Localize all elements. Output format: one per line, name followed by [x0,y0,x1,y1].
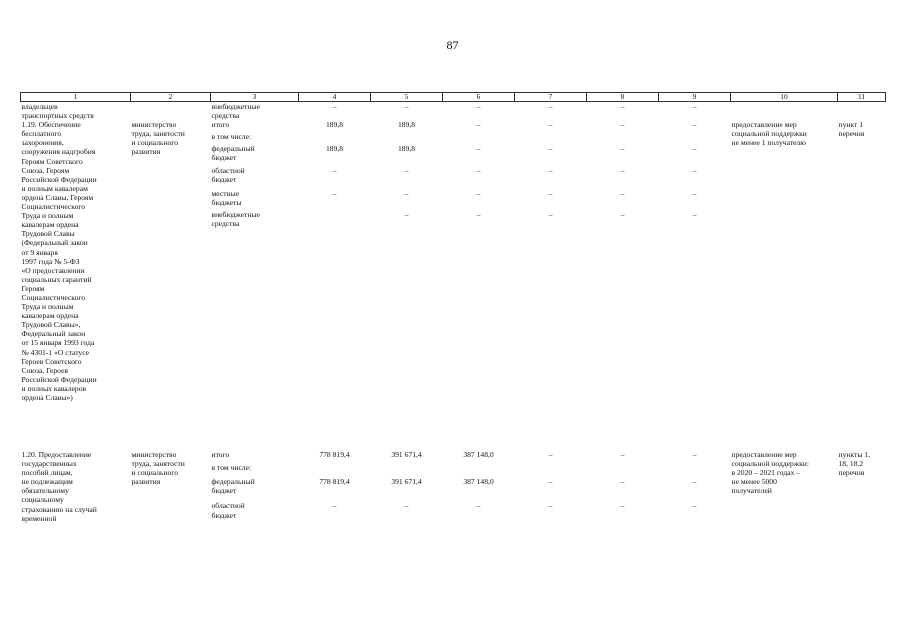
col-header-4: 4 [299,93,371,102]
col-header-7: 7 [515,93,587,102]
table-row: федеральный бюджет 189,8 189,8 – – – – [21,141,886,162]
program-table [20,92,886,523]
item-1-20-executor: министерство труда, занятости и социального развития [131,449,185,487]
source-label: в том числе: [211,132,252,142]
continuation-name: владельцев транспортных средств [21,102,94,121]
item-1-19-name: 1.19. Обеспечение бесплатного захоронения, сооружения надгробия Героям Советского Союза, Героям Российской Федерации и полным кавалерам ордена Славы, Героям Социалистического Труда и полным кавалерам ордена Трудовой Славы (Федеральный закон от 9 января 1997 года № 5-ФЗ «О предоставлении социальных гарантий Героям Социалистического Труда и полным кавалерам ордена Трудовой Славы», Федеральный закон от 15 января 1993 года № 4301-1 «О статусе Героев Советского Союза, Героев Российской Федерации и полных кавалеров ордена Славы») [21,120,97,402]
source-label: областной бюджет [211,501,245,520]
table-row: внебюджетные средства – – – – – [21,207,886,450]
item-1-19-ref: пункт 1 перечня [838,120,865,139]
col-header-3: 3 [211,93,299,102]
col-header-9: 9 [659,93,731,102]
source-label: итого [211,449,230,459]
table-row: 1.20. Предоставление государственных пособий лицам, не подлежащим обязательному социальному страхованию на случай временной министерство труда, занятости и социального развития итого 778 819,4 391 671,4 387 148,0 – – – предоставление мер социальной поддержки: в 2020 – 2021 годах – не менее 5000 получателей пункты 1, 18, 18.2 перечня [21,450,886,460]
source-label: внебюджетные средства [211,209,260,229]
col-header-10: 10 [731,93,838,102]
page-number: 87 [446,38,459,52]
col-header-1: 1 [21,93,131,102]
col-header-8: 8 [587,93,659,102]
continuation-row: владельцев транспортных средств внебюджетные средства – – – – – – [21,102,697,121]
item-1-20-ref: пункты 1, 18, 18.2 перечня [838,449,871,478]
table-row: федеральный бюджет 778 819,4 391 671,4 387 148,0 – – – [21,474,886,498]
source-label: федеральный бюджет [211,144,255,163]
continuation-source: внебюджетные средства [211,102,260,121]
table-row: местные бюджеты – – – – – – [21,184,886,207]
table-row: областной бюджет – – – – – – [21,498,886,522]
col-header-11: 11 [838,93,886,102]
source-label: местные бюджеты [211,188,242,207]
item-1-19-result: предоставление мер социальной поддержки не менее 1 получателю [731,120,807,148]
col-header-5: 5 [371,93,443,102]
item-1-19-executor: министерство труда, занятости и социального развития [131,120,185,157]
col-header-6: 6 [443,93,515,102]
column-number-row [21,93,886,102]
source-label: итого [211,120,230,130]
item-1-20-name: 1.20. Предоставление государственных пособий лицам, не подлежащим обязательному социальному страхованию на случай временной [21,449,97,523]
table-row: 1.19. Обеспечение бесплатного захоронения, сооружения надгробия Героям Советского Союза, Героям Российской Федерации и полным кавалерам ордена Славы, Героям Социалистического Труда и полным кавалерам ордена Трудовой Славы (Федеральный закон от 9 января 1997 года № 5-ФЗ «О предоставлении социальных гарантий Героям Социалистического Труда и полным кавалерам ордена Трудовой Славы», Федеральный закон от 15 января 1993 года № 4301-1 «О статусе Героев Советского Союза, Героев Российской Федерации и полных кавалеров ордена Славы») министерство труда, занятости и социального развития итого 189,8 189,8 – – – – предоставление мер социальной поддержки не менее 1 получателю пункт 1 перечня [21,120,886,129]
col-header-2: 2 [131,93,211,102]
source-label: областной бюджет [211,165,245,184]
table-row: областной бюджет – – – – – – [21,163,886,184]
item-1-20-result: предоставление мер социальной поддержки: в 2020 – 2021 годах – не менее 5000 получателей [731,449,809,496]
source-label: в том числе: [211,463,252,473]
source-label: федеральный бюджет [211,477,255,496]
